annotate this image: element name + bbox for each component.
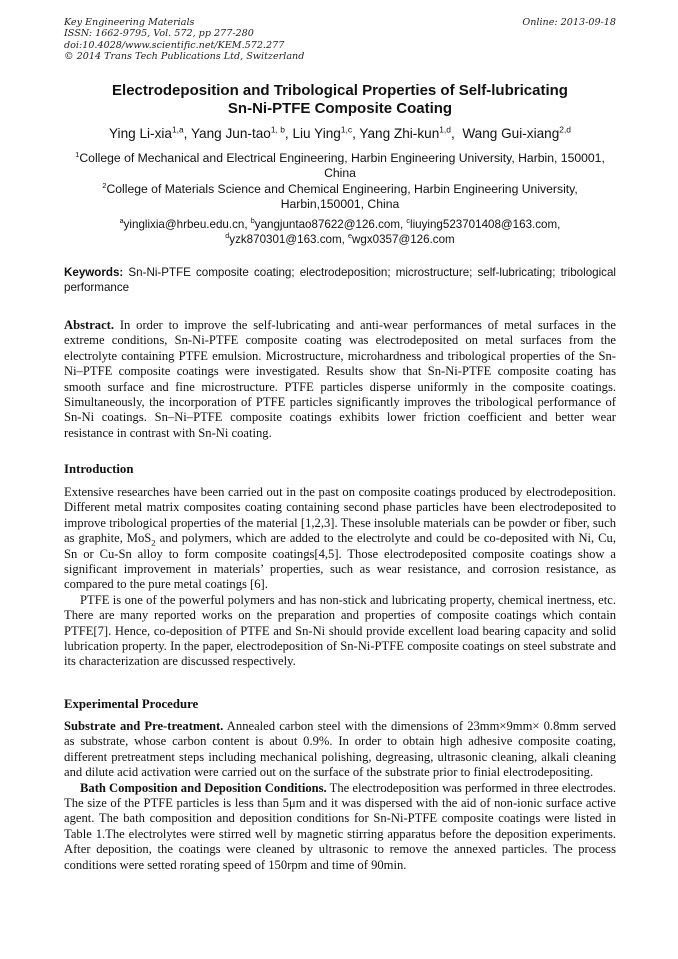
paragraph: Bath Composition and Deposition Conditions. The electrodeposition was performed in three electrodes. The size of the PTFE particles is less than 5μm and it was dispersed with the aid of non-ionic surface active agent. The bath composition and deposition conditions for Sn-Ni-PTFE composite coatings were listed in Table 1.The electrolytes were stirred well by magnetic stirring apparatus before the deposition experiments. After deposition, the coatings were cleaned by ultrasonic to remove the annexed particles. The process conditions were setted rorating speed of 150rpm and time of 90min. xyxy=(64,780,617,872)
abstract-label: Abstract. xyxy=(64,318,115,332)
affiliation-2: $^2$College of Materials Science and Chemical Engineering, Harbin Engineering University, Harbin,150001, China xyxy=(102,180,578,212)
author: Wang Gui-xiang$^{2,d}$ xyxy=(462,124,571,141)
title-line-1: Electrodeposition and Tribological Properties of Self-lubricating xyxy=(112,82,568,99)
journal-name: Key Engineering Materials xyxy=(64,17,195,28)
author-emails: $^a$yinglixia@hrbeu.edu.cn, $^b$yangjuntao87622@126.com, $^c$liuying523701408@163.com, $^d$yzk870301@163.com, $^e$wgx0357@126.com xyxy=(119,216,561,246)
title-line-2: Sn-Ni-PTFE Composite Coating xyxy=(227,100,453,117)
copyright: © 2014 Trans Tech Publications Ltd, Switzerland xyxy=(64,51,305,63)
email-link[interactable]: yangjuntao87622@126.com, xyxy=(254,218,407,231)
author: Liu Ying$^{1,c}$, xyxy=(292,124,360,141)
keywords-text: Sn-Ni-PTFE composite coating; electrodeposition; microstructure; self-lubricating; tribological performance xyxy=(64,266,616,294)
author: Yang Zhi-kun$^{1,d}$, xyxy=(359,124,463,141)
abstract-text: In order to improve the self-lubricating and anti-wear performances of metal surfaces in the extreme conditions, Sn-Ni-PTFE composite coating was electrodeposited on metal surfaces from the electrolyte containing PTFE emulsion. Microstructure, microhardness and tribological properties of the Sn-Ni–PTFE composite coatings were investigated. Results show that Sn-Ni-PTFE composite coating has smooth surface and fine microstructure. PTFE particles disperse uniformly in the composite coatings. Simultaneously, the incorporation of PTFE particles significantly improves the tribological performance of Sn-Ni coatings. Sn–Ni–PTFE composite coatings exhibits lower friction coefficient and better wear resistance in contrast with Sn-Ni coating. xyxy=(64,318,616,440)
paragraph: Extensive researches have been carried out in the past on composite coatings produced by electrodeposition. Different metal matrix composites coating containing second phase particles have been electrodeposited to improve tribological properties of the material [1,2,3]. These insoluble materials can be powder or fiber, such as graphite, MoS$_2$ and polymers, which are added to the electrolyte and could be co-deposited with Ni, Cu, Sn or Cu-Sn alloy to form composite coatings[4,5]. Those electrodeposited composite coatings show a significant improvement in materials’ properties, such as wear resistance, and corrosion resistance, as compared to the pure metal coatings [6]. xyxy=(64,485,616,592)
keywords-label: Keywords: xyxy=(64,266,124,279)
experimental-body xyxy=(64,719,616,873)
email-link[interactable]: yzk870301@163.com, xyxy=(229,232,349,246)
affiliation-1: $^1$College of Mechanical and Electrical Engineering, Harbin Engineering University, Harbin, 150001, China xyxy=(75,149,605,181)
paragraph: Substrate and Pre-treatment. Annealed carbon steel with the dimensions of 23mm×9mm× 0.8mm served as substrate, whose carbon content is about 0.9%. In order to obtain high adhesive composite coating, different pretreatment steps including mechanical polishing, degreasing, ultrasonic cleaning, alkali cleaning and dilute acid activation were carried out on the surface of the substrate prior to finial electrodepositing. xyxy=(64,719,617,780)
section-heading-experimental: Experimental Procedure xyxy=(64,697,199,711)
paper-title xyxy=(64,82,616,118)
introduction-body xyxy=(64,485,616,670)
email-link[interactable]: liuying523701408@163.com, xyxy=(410,218,561,231)
abstract xyxy=(64,318,616,441)
section-heading-introduction: Introduction xyxy=(64,462,134,476)
author: Yang Jun-tao$^{1, b}$, xyxy=(190,124,293,141)
author-list xyxy=(54,125,626,142)
email-link[interactable]: yinglixia@hrbeu.edu.cn, xyxy=(123,218,251,231)
doi: doi:10.4028/www.scientific.net/KEM.572.277 xyxy=(64,39,285,51)
journal-header xyxy=(64,17,616,63)
online-date: Online: 2013-09-18 xyxy=(522,17,616,28)
issn: ISSN: 1662-9795, Vol. 572, pp 277-280 xyxy=(64,28,254,40)
author: Ying Li-xia$^{1,a}$, xyxy=(108,124,191,141)
email-link[interactable]: wgx0357@126.com xyxy=(352,232,455,246)
keywords xyxy=(64,266,616,295)
paragraph: PTFE is one of the powerful polymers and has non-stick and lubricating property, chemical inertness, etc. There are many reported works on the preparation and properties of composite coatings which contain PTFE[7]. Hence, co-deposition of PTFE and Sn-Ni should provide excellent load bearing capacity and solid lubrication property. In the paper, electrodeposition of Sn-Ni-PTFE composite coatings on steel substrate and its characterization are discussed respectively. xyxy=(64,592,616,669)
